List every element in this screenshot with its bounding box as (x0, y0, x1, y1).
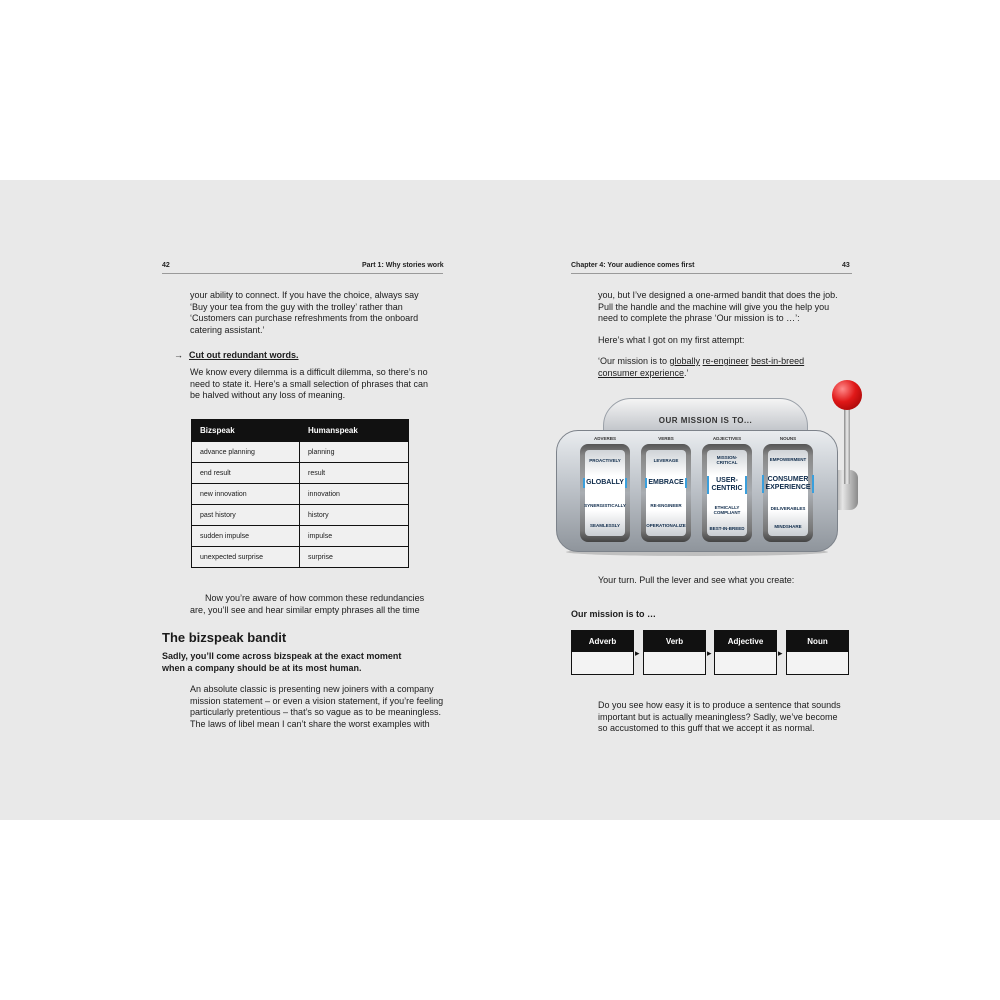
table-cell: surprise (300, 547, 409, 568)
reel-verbs (641, 444, 691, 542)
lever-ball-icon (832, 380, 862, 410)
reel-word: OPERATIONALIZE (646, 523, 686, 529)
right-running-header: Chapter 4: Your audience comes first (571, 262, 695, 269)
reel-word: MINDSHARE (774, 524, 802, 530)
right-intro-line: need to complete the phrase ‘Our mission is to …’: (598, 313, 800, 323)
reel-label: VERBS (658, 436, 674, 441)
flow-arrow-icon: ▸ (635, 648, 640, 658)
table-row (192, 442, 409, 463)
section-lead-line: when a company should be at its most human. (162, 662, 362, 673)
after-table-line: Now you’re aware of how common these redundancies (205, 593, 425, 603)
bizspeak-table (191, 419, 409, 568)
table-cell: past history (192, 505, 300, 526)
section-body-line: particularly pretentious – that’s so vague as to be meaningless. (190, 707, 441, 717)
flow-box-verb (643, 630, 706, 675)
reel-word: EMPOWERMENT (769, 456, 807, 462)
table-cell: innovation (300, 484, 409, 505)
table-row (192, 526, 409, 547)
reel-label: NOUNS (779, 436, 797, 441)
table-row (192, 547, 409, 568)
reel-word: RE-ENGINEER (650, 503, 682, 509)
right-intro-line: Pull the handle and the machine will give you the help you (598, 301, 830, 312)
left-header-rule (162, 273, 443, 274)
quote-word: consumer experience (598, 367, 685, 378)
reel-word-selected: EMBRACE (645, 478, 686, 488)
first-attempt-quote-cont (598, 368, 689, 380)
left-intro-line: ‘Buy your tea from the guy with the trolley’ rather than (190, 301, 403, 312)
table-cell: new innovation (192, 484, 300, 505)
reel-word: ETHICALLY COMPLIANT (713, 504, 741, 515)
right-page-number: 43 (842, 262, 850, 269)
flow-arrow-icon: ▸ (778, 648, 783, 658)
table-row (192, 463, 409, 484)
reel-window (585, 450, 625, 536)
reel-word-selected: CONSUMER EXPERIENCE (762, 475, 813, 493)
mission-prompt: Our mission is to … (571, 609, 657, 619)
tip-body-line: be halved without any loss of meaning. (190, 390, 346, 400)
first-attempt-quote (598, 356, 804, 368)
reel-word: MISSION-CRITICAL (716, 455, 738, 466)
reel-adjectives (702, 444, 752, 542)
flow-box-noun (786, 630, 849, 675)
left-intro-line: your ability to connect. If you have the choice, always say (190, 290, 419, 300)
reel-word: BEST-IN-BREED (709, 525, 745, 531)
tip-body-line: We know every dilemma is a difficult dilemma, so there’s no (190, 367, 428, 377)
table-row (192, 484, 409, 505)
reel-adverbs (580, 444, 630, 542)
table-row (192, 505, 409, 526)
reel-window (646, 450, 686, 536)
table-cell: planning (300, 442, 409, 463)
slot-machine-title: OUR MISSION IS TO... (658, 416, 753, 425)
left-intro-line: catering assistant.’ (190, 324, 265, 335)
table-cell: result (300, 463, 409, 484)
lever-stick (844, 406, 850, 484)
table-cell: history (300, 505, 409, 526)
quote-start: ‘Our mission is to (598, 356, 670, 366)
section-body-line: The laws of libel mean I can’t share the worst examples with (190, 718, 430, 729)
reel-label: ADVERBS (593, 436, 616, 441)
flow-box-label: Noun (787, 631, 848, 652)
table-header-bizspeak: Bizspeak (192, 420, 300, 442)
first-attempt-intro: Here’s what I got on my first attempt: (598, 335, 745, 345)
reel-word: LEVERAGE (653, 457, 679, 463)
closing-line: important but is actually meaningless? Sadly, we’ve become (598, 711, 838, 722)
reel-label: ADJECTIVES (712, 436, 742, 441)
right-intro-line: you, but I’ve designed a one-armed bandit that does the job. (598, 290, 838, 300)
closing-line: so accustomed to this guff that we accept it as normal. (598, 723, 815, 733)
table-cell: impulse (300, 526, 409, 547)
after-table-line: are, you’ll see and hear similar empty phrases all the time (190, 604, 420, 615)
quote-word: re-engineer (702, 356, 749, 366)
reel-word-selected: GLOBALLY (583, 478, 627, 488)
closing-line: Do you see how easy it is to produce a sentence that sounds (598, 700, 841, 710)
left-page-number: 42 (162, 262, 170, 269)
flow-box-adjective (714, 630, 777, 675)
left-intro-line: ‘Customers can purchase refreshments from the onboard (190, 313, 419, 323)
your-turn-text: Your turn. Pull the lever and see what you create: (598, 575, 795, 585)
tip-body-line: need to state it. Here’s a small selection of phrases that can (190, 378, 428, 389)
left-running-header: Part 1: Why stories work (362, 262, 444, 269)
flow-arrow-icon: ▸ (707, 648, 712, 658)
right-header-rule (571, 273, 852, 274)
table-header-row (192, 420, 409, 442)
flow-box-label: Adjective (715, 631, 776, 652)
section-body-line: mission statement – or even a vision statement, if you’re feeling (190, 695, 444, 706)
reel-window (707, 450, 747, 536)
reel-word: SYNERGISTICALLY (584, 503, 626, 509)
table-cell: sudden impulse (192, 526, 300, 547)
reel-word-selected: USER-CENTRIC (707, 476, 747, 494)
quote-word: best-in-breed (751, 356, 805, 366)
reel-word: DELIVERABLES (770, 506, 806, 512)
section-heading: The bizspeak bandit (162, 630, 287, 645)
quote-word: globally (669, 356, 701, 366)
tip-heading: Cut out redundant words. (189, 350, 299, 360)
flow-box-label: Adverb (572, 631, 633, 652)
flow-box-adverb (571, 630, 634, 675)
reel-window (765, 450, 811, 536)
section-lead-line: Sadly, you’ll come across bizspeak at the exact moment (162, 651, 402, 661)
table-cell: advance planning (192, 442, 300, 463)
reel-word: SEAMLESSLY (589, 523, 621, 529)
section-body-line: An absolute classic is presenting new joiners with a company (190, 684, 434, 694)
tip-arrow-icon: → (174, 350, 183, 360)
table-header-humanspeak: Humanspeak (300, 420, 409, 442)
table-cell: unexpected surprise (192, 547, 300, 568)
reel-word: PROACTIVELY (589, 457, 621, 463)
flow-box-label: Verb (644, 631, 705, 652)
quote-end: .’ (684, 367, 689, 378)
table-cell: end result (192, 463, 300, 484)
reel-nouns (763, 444, 813, 542)
